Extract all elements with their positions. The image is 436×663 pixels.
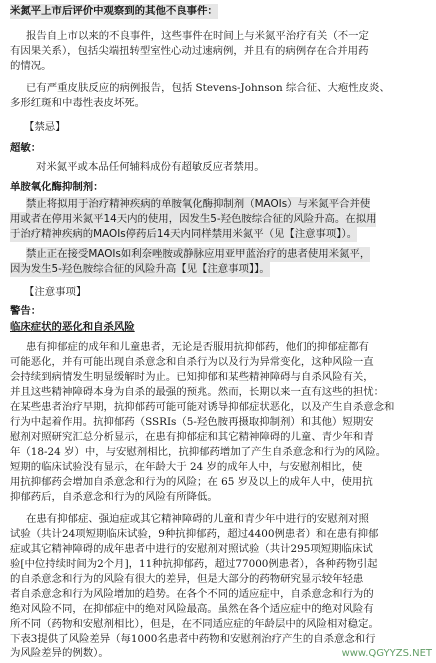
- precautions-para1-line: 慰剂对照研究汇总分析显示，在患有抑郁症和其它精神障碍的儿童、青少年和青: [10, 431, 374, 443]
- maoi-para2-line: 因为发生5-羟色胺综合征的风险升高【见【注意事项】】。: [10, 263, 270, 275]
- precautions-para2-line: 试验（共计24项短期临床试验，9种抗抑郁药，超过4400例患者）和在患有抑郁: [10, 528, 379, 540]
- precautions-para2-line: 所不同（药物和安慰剂相比），但是，在不同适应症的年龄层中的风险相对稳定。: [10, 618, 379, 630]
- precautions-title: 【注意事项】: [24, 286, 87, 298]
- post-market-heading: 米氮平上市后评价中观察到的其他不良事件：: [10, 5, 218, 17]
- precautions-para2-line: 在患有抑郁症、强迫症或其它精神障碍的儿童和青少年中进行的安慰剂对照: [26, 513, 369, 525]
- precautions-para2-line: 者自杀意念和行为风险增加的趋势。在各个不同的适应症中，自杀意念和行为的: [10, 588, 374, 600]
- precautions-para2-line: 症或其它精神障碍的成年患者中进行的安慰剂对照试验（共计295项短期临床试: [10, 543, 373, 555]
- post-market-para2-line: 多形红斑和中毒性表皮坏死。: [10, 97, 146, 109]
- precautions-para2-line: 验[中位持续时间为2个月]，11种抗抑郁药，超过77000例患者），各种药物引起: [10, 558, 378, 570]
- precautions-para1-line: 抑郁药后，自杀意念和行为的风险有所降低。: [10, 491, 218, 503]
- post-market-para1-line: 报告自上市以来的不良事件，这些事件在时间上与米氮平治疗有关（不一定: [26, 30, 369, 42]
- precautions-para1-line: 并且这些精神障碍本身为自杀的最强的预兆。然而，长期以来一直有这些的担忧：: [10, 386, 385, 398]
- post-market-para1-line: 有因果关系），包括尖端扭转型室性心动过速病例，并且有的病例存在合并用药: [10, 45, 369, 57]
- maoi-para1-line: 禁止将拟用于治疗精神疾病的单胺氧化酶抑制剂（MAOIs）与米氮平合并使: [26, 198, 371, 210]
- precautions-para1-line: 用抗抑郁药会增加自杀意念和行为的风险；在 65 岁及以上的成年人中，使用抗: [10, 476, 373, 488]
- precautions-para2-line: 的自杀意念和行为的风险有很大的差异，但是大部分的药物研究显示较年轻患: [10, 573, 364, 585]
- precautions-para1-line: 短期的临床试验没有显示，在年龄大于 24 岁的成年人中，与安慰剂相比，使: [10, 461, 363, 473]
- precautions-para1-line: 年（18-24 岁）中，与安慰剂相比，抗抑郁药增加了产生自杀意念和行为的风险。: [10, 446, 387, 458]
- site-watermark: www.QGYYZS.NET: [341, 648, 432, 659]
- precautions-para1-line: 会持续到病情发生明显缓解时为止。已知抑郁和某些精神障碍与自杀风险有关，: [10, 371, 374, 383]
- maoi-para1-line: 于治疗精神疾病的MAOIs停药后14天内同样禁用米氮平（见【注意事项】）。: [10, 228, 358, 240]
- precautions-para1-line: 可能恶化，并有可能出现自杀意念和自杀行为以及行为异常变化，这种风险一直: [10, 356, 374, 368]
- precautions-para2-line: 为风险差异的例数）。: [10, 647, 109, 659]
- warning-heading: 警告：: [10, 305, 42, 317]
- hypersensitivity-heading: 超敏：: [10, 142, 42, 154]
- precautions-para2-line: 下表3提供了风险差异（每1000名患者中药物和安慰剂治疗产生的自杀意念和行: [10, 633, 376, 645]
- precautions-para2-line: 绝对风险不同，在抑郁症中的绝对风险最高。虽然在各个适应症中的绝对风险有: [10, 603, 374, 615]
- precautions-para1-line: 行为中起着作用。抗抑郁药（SSRIs（5-羟色胺再摄取抑制剂）和其他）短期安: [10, 416, 374, 428]
- post-market-para2-line: 已有严重皮肤反应的病例报告，包括 Stevens-Johnson 综合征、大疱性皮炎、: [26, 82, 390, 94]
- contraindications-title: 【禁忌】: [24, 121, 66, 133]
- suicidality-subheading: 临床症状的恶化和自杀风险: [10, 321, 135, 333]
- maoi-heading: 单胺氧化酶抑制剂：: [10, 181, 104, 193]
- precautions-para1-line: 患有抑郁症的成年和儿童患者，无论是否服用抗抑郁药，他们的抑郁症都有: [26, 341, 369, 353]
- maoi-para1-line: 用或者在停用米氮平14天内的使用，因发生5-羟色胺综合征的风险升高。在拟用: [10, 213, 377, 225]
- precautions-para1-line: 在某些患者治疗早期，抗抑郁药可能可能对诱导抑郁症状恶化，以及产生自杀意念和: [10, 401, 395, 413]
- hypersensitivity-text: 对米氮平或本品任何辅料成份有超敏反应者禁用。: [36, 161, 265, 173]
- post-market-para1-line: 的情况。: [10, 60, 52, 72]
- maoi-para2-line: 禁止正在接受MAOIs如利奈唑胺或静脉应用亚甲蓝治疗的患者使用米氮平，: [26, 248, 371, 260]
